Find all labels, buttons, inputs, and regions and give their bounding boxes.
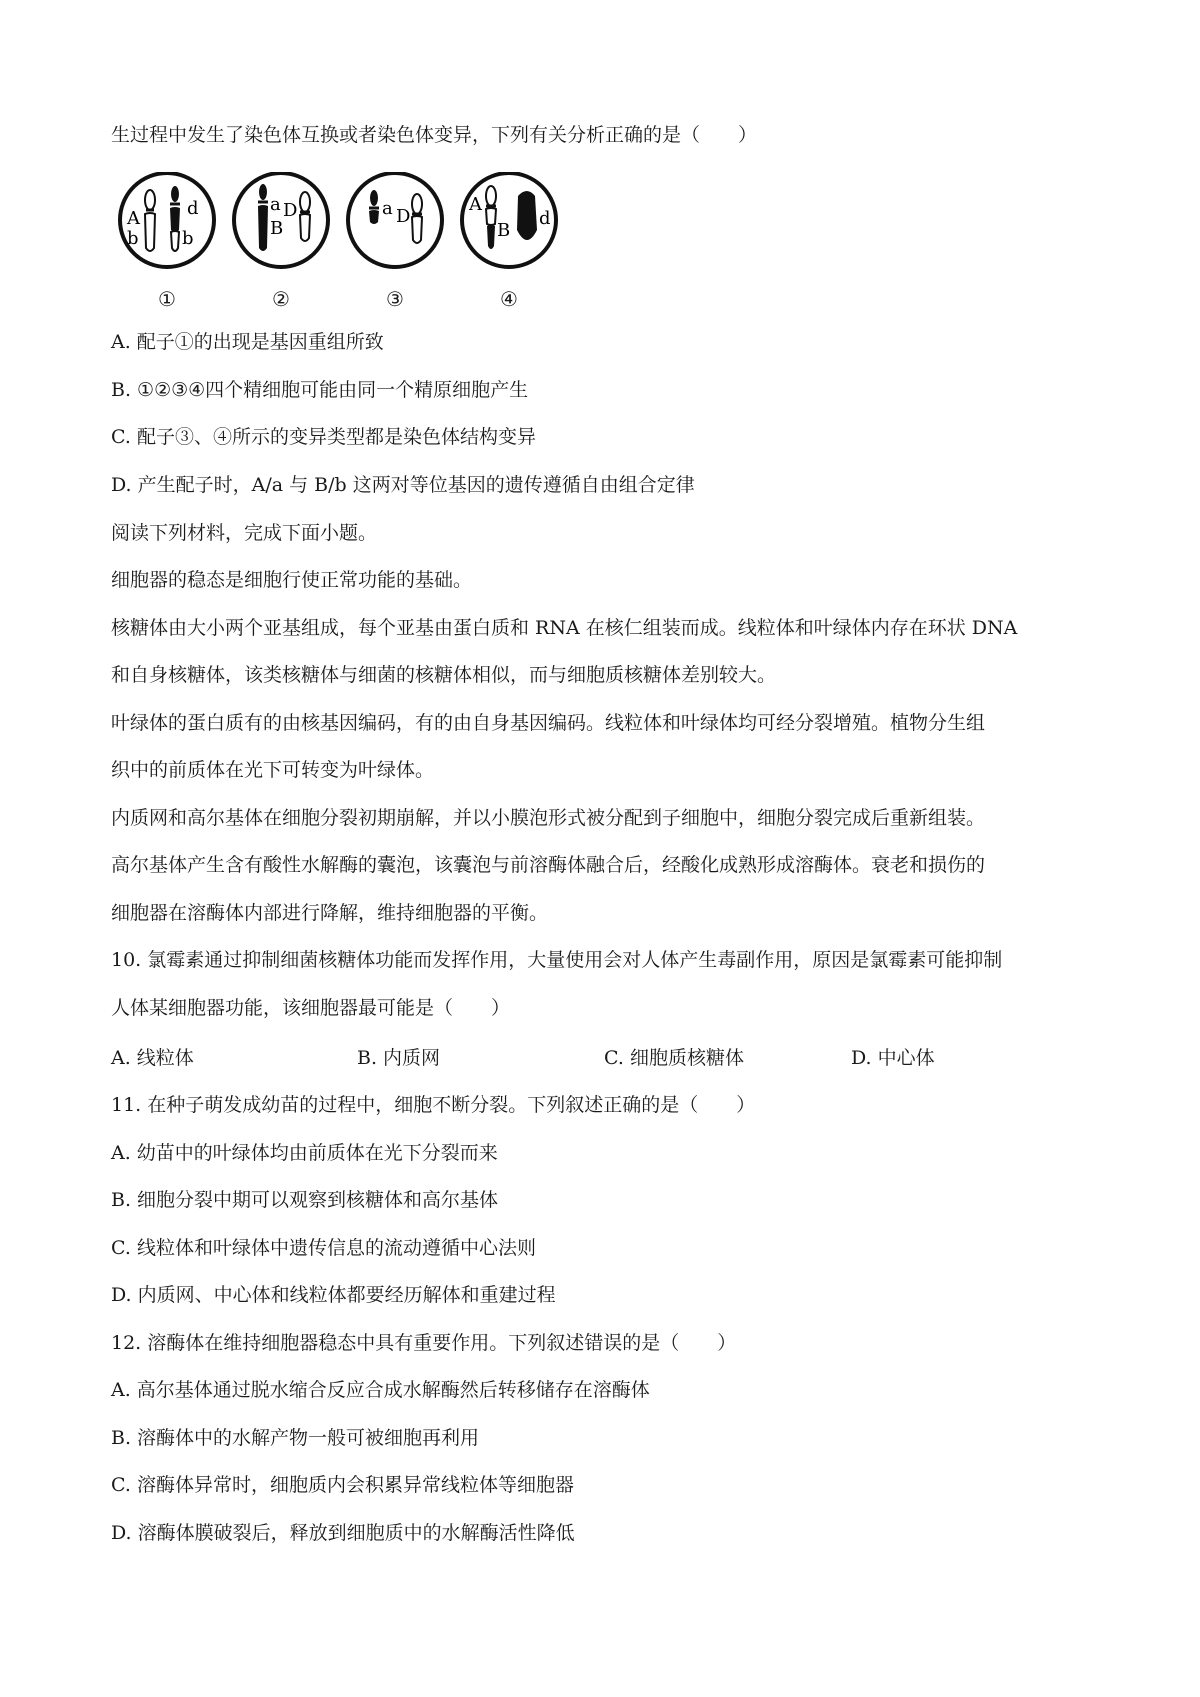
material-paragraph-4-line-1: 内质网和高尔基体在细胞分裂初期崩解，并以小膜泡形式被分配到子细胞中，细胞分裂完成后重新组装。: [111, 807, 986, 829]
cell-1-label-A: A: [127, 208, 140, 229]
cell-2-label-D: D: [283, 200, 298, 221]
q10-option-a: A. 线粒体: [111, 1047, 194, 1069]
q11-option-c: C. 线粒体和叶绿体中遗传信息的流动遵循中心法则: [111, 1237, 536, 1259]
reading-instruction: 阅读下列材料，完成下面小题。: [111, 522, 378, 544]
q9-option-d: D. 产生配子时，A/a 与 B/b 这两对等位基因的遗传遵循自由组合定律: [111, 474, 695, 496]
material-paragraph-4-line-3: 细胞器在溶酶体内部进行降解，维持细胞器的平衡。: [111, 902, 549, 924]
q11-option-b: B. 细胞分裂中期可以观察到核糖体和高尔基体: [111, 1189, 499, 1211]
cell-2-label-B: B: [270, 218, 284, 239]
q11-stem: 11. 在种子萌发成幼苗的过程中，细胞不断分裂。下列叙述正确的是（ ）: [111, 1094, 756, 1116]
cell-3-label-a: a: [382, 198, 393, 219]
cell-1-label-b: b: [127, 228, 139, 249]
cell-1-label-d: d: [187, 198, 199, 219]
cell-2-label-a: a: [270, 194, 281, 215]
q10-stem-line-2: 人体某细胞器功能，该细胞器最可能是（ ）: [111, 997, 511, 1019]
q12-stem: 12. 溶酶体在维持细胞器稳态中具有重要作用。下列叙述错误的是（ ）: [111, 1332, 737, 1354]
gamete-figure: [111, 172, 631, 320]
cell-2-caption: ②: [272, 287, 290, 311]
q10-option-c: C. 细胞质核糖体: [604, 1047, 744, 1069]
cell-4: [453, 172, 565, 320]
cell-2: [225, 172, 337, 320]
q12-option-d: D. 溶酶体膜破裂后，释放到细胞质中的水解酶活性降低: [111, 1522, 575, 1544]
q9-option-c: C. 配子③、④所示的变异类型都是染色体结构变异: [111, 426, 536, 448]
cell-3: [339, 172, 451, 320]
material-paragraph-4-line-2: 高尔基体产生含有酸性水解酶的囊泡，该囊泡与前溶酶体融合后，经酸化成熟形成溶酶体。衰老和损伤的: [111, 854, 986, 876]
q9-option-b: B. ①②③④四个精细胞可能由同一个精原细胞产生: [111, 379, 529, 401]
q12-option-a: A. 高尔基体通过脱水缩合反应合成水解酶然后转移储存在溶酶体: [111, 1379, 650, 1401]
cell-1-caption: ①: [158, 287, 176, 311]
material-paragraph-1: 细胞器的稳态是细胞行使正常功能的基础。: [111, 569, 473, 591]
question-stem: 生过程中发生了染色体互换或者染色体变异，下列有关分析正确的是（ ）: [111, 124, 758, 146]
q10-option-d: D. 中心体: [851, 1047, 935, 1069]
cell-4-label-d: d: [539, 208, 551, 229]
cell-3-caption: ③: [386, 287, 404, 311]
cell-4-label-B: B: [497, 220, 511, 241]
cell-4-label-A: A: [469, 194, 482, 215]
q11-option-a: A. 幼苗中的叶绿体均由前质体在光下分裂而来: [111, 1142, 498, 1164]
q12-option-c: C. 溶酶体异常时，细胞质内会积累异常线粒体等细胞器: [111, 1474, 574, 1496]
material-paragraph-3-line-2: 织中的前质体在光下可转变为叶绿体。: [111, 759, 435, 781]
q11-option-d: D. 内质网、中心体和线粒体都要经历解体和重建过程: [111, 1284, 556, 1306]
q10-stem-line-1: 10. 氯霉素通过抑制细菌核糖体功能而发挥作用，大量使用会对人体产生毒副作用，原因是氯霉素可能抑制: [111, 949, 1003, 971]
material-paragraph-2-line-2: 和自身核糖体，该类核糖体与细菌的核糖体相似，而与细胞质核糖体差别较大。: [111, 664, 777, 686]
material-paragraph-2-line-1: 核糖体由大小两个亚基组成，每个亚基由蛋白质和 RNA 在核仁组装而成。线粒体和叶绿体内存在环状 DNA: [111, 617, 1018, 639]
cell-1: [111, 172, 223, 320]
cell-3-label-D: D: [396, 206, 411, 227]
q10-option-b: B. 内质网: [357, 1047, 441, 1069]
cell-1-label-b2: b: [182, 228, 194, 249]
q9-option-a: A. 配子①的出现是基因重组所致: [111, 331, 384, 353]
cell-4-caption: ④: [500, 287, 518, 311]
q12-option-b: B. 溶酶体中的水解产物一般可被细胞再利用: [111, 1427, 480, 1449]
material-paragraph-3-line-1: 叶绿体的蛋白质有的由核基因编码，有的由自身基因编码。线粒体和叶绿体均可经分裂增殖。植物分生组: [111, 712, 986, 734]
